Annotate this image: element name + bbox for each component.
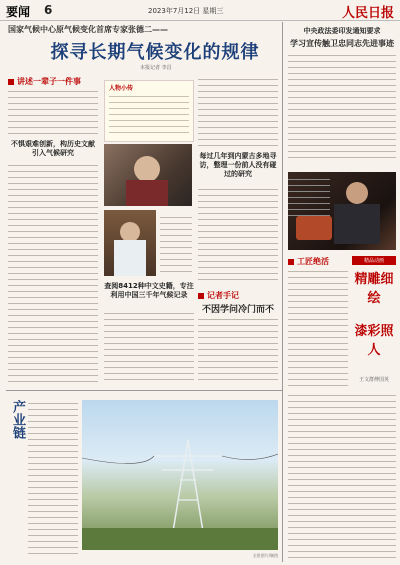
portrait-photo-reading bbox=[104, 144, 192, 206]
craftsman-photo-caption bbox=[288, 176, 330, 216]
craft-body-b bbox=[288, 392, 396, 560]
commentary-title: 不因学问冷门而不 bbox=[201, 305, 274, 315]
body-text-col2b bbox=[104, 310, 194, 384]
transmission-tower-icon bbox=[82, 400, 278, 550]
divider-vertical bbox=[282, 22, 283, 562]
feature-title-2: 漆彩照人 bbox=[354, 324, 394, 358]
bio-sidebar bbox=[104, 80, 194, 142]
masthead-logo: 人民日报 bbox=[341, 6, 394, 21]
commentary-body bbox=[198, 316, 278, 384]
brief-body bbox=[288, 52, 396, 162]
body-text-col3a bbox=[198, 76, 278, 150]
body-text-col3b bbox=[198, 186, 278, 282]
photo-caption-text bbox=[160, 214, 192, 272]
divider-lead bbox=[6, 390, 282, 391]
page-header bbox=[0, 0, 400, 21]
body-text-col1a bbox=[8, 88, 98, 136]
subhead-2: 不惧艰难创新，构历史文献引入气候研究 bbox=[11, 140, 95, 157]
bio-tag: 人物小传 bbox=[109, 85, 134, 92]
bottom-vertical-headline: 产业链 bbox=[10, 400, 25, 439]
page-number: 6 bbox=[44, 3, 53, 17]
commentary-tag: 记者手记 bbox=[198, 290, 239, 301]
craft-body-a bbox=[288, 268, 348, 388]
section-head-craft: 工匠绝活 bbox=[288, 256, 329, 267]
bottom-body-text bbox=[28, 400, 78, 556]
power-tower-photo bbox=[82, 400, 278, 550]
section-name: 要闻 bbox=[6, 5, 31, 19]
lead-byline: 本报记者 李昌 bbox=[140, 65, 172, 71]
feature-tag: 精品动画 bbox=[352, 256, 396, 265]
lead-kicker: 国家气候中心原气候变化首席专家张德二—— bbox=[8, 25, 168, 34]
brief-subtitle: 学习宣传触卫忠同志先进事迹 bbox=[290, 39, 394, 48]
body-text-col1b bbox=[8, 162, 98, 384]
feature-byline: 王文群傅国英 bbox=[358, 377, 389, 383]
feature-title-1: 精雕细绘 bbox=[354, 272, 394, 306]
subhead-1: 讲述一辈子一件事 bbox=[8, 76, 81, 87]
lead-title: 探寻长期气候变化的规律 bbox=[50, 42, 260, 63]
brief-title: 中央政法委印发通知要求 bbox=[303, 27, 381, 35]
subhead-3: 每过几年到内蒙古多地寻访，整理一份前人没有碰过的研究 bbox=[199, 152, 277, 178]
issue-date: 2023年7月12日 星期三 bbox=[148, 7, 224, 15]
portrait-photo-office bbox=[104, 210, 156, 276]
photo-caption-title: 查阅8412种中文史籍，专注利用中国三千年气候记录 bbox=[104, 282, 194, 299]
photo-credit: 全景图片/制图 bbox=[252, 553, 278, 558]
